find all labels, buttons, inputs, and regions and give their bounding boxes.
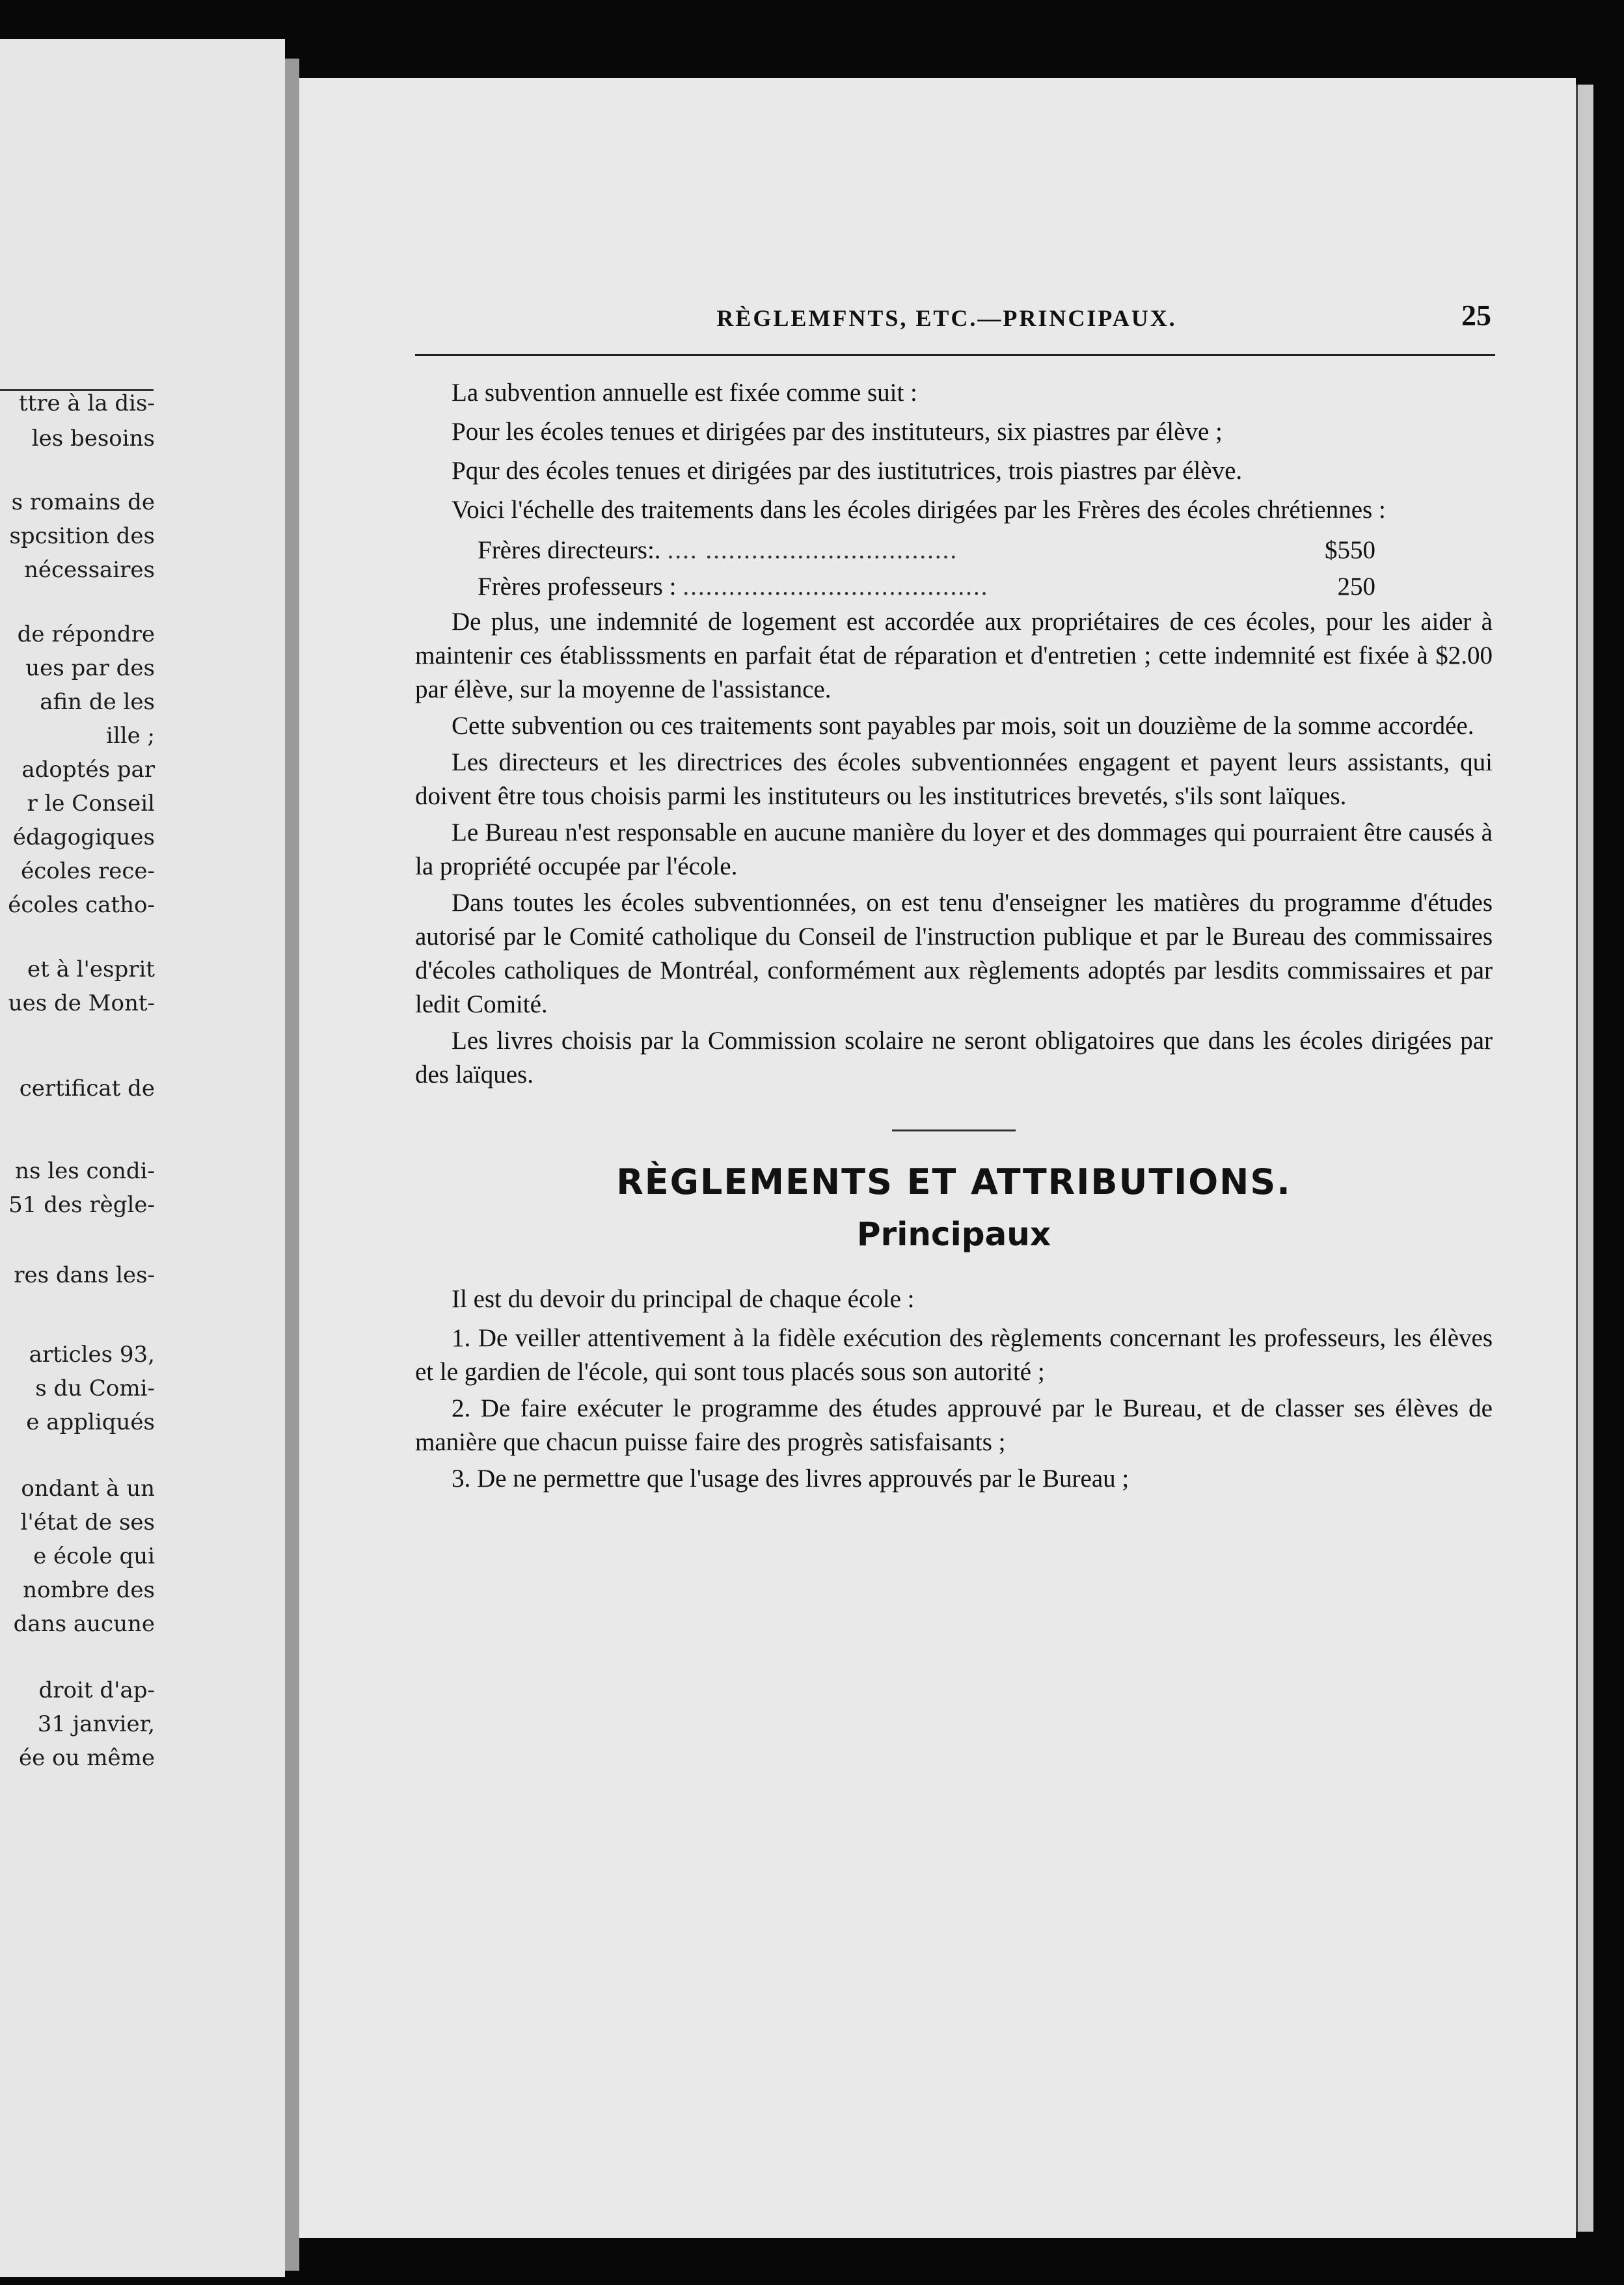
section-separator bbox=[892, 1129, 1016, 1131]
left-page-line: édagogiques bbox=[12, 824, 155, 850]
paragraph: Le Bureau n'est responsable en aucune manière du loyer et des dommages qui pourraient être causés à la propriété occupée par l'école. bbox=[415, 818, 1493, 880]
left-page-line: ée ou même bbox=[19, 1745, 155, 1771]
section-title: RÈGLEMENTS ET ATTRIBUTIONS. bbox=[616, 1161, 1292, 1202]
left-page-line: ille ; bbox=[105, 723, 155, 749]
page-edge bbox=[1576, 85, 1593, 2232]
section-subtitle: Principaux bbox=[856, 1215, 1051, 1253]
left-page-line: 31 janvier, bbox=[37, 1711, 155, 1737]
left-page-line: adoptés par bbox=[21, 757, 155, 783]
left-page-line: l'état de ses bbox=[20, 1509, 155, 1535]
paragraph: La subvention annuelle est fixée comme suit : bbox=[452, 379, 917, 407]
paragraph: Il est du devoir du principal de chaque école : bbox=[452, 1285, 915, 1313]
left-page-line: e école qui bbox=[33, 1543, 155, 1569]
left-page-fragment bbox=[0, 39, 285, 2277]
left-page-line: res dans les- bbox=[14, 1262, 155, 1288]
left-page-line: certificat de bbox=[19, 1075, 155, 1102]
left-page-line: écoles catho- bbox=[8, 892, 155, 918]
salary-label: Frères professeurs : bbox=[478, 573, 677, 601]
paragraph: Cette subvention ou ces traitements sont payables par mois, soit un douzième de la somme accordée. bbox=[452, 712, 1474, 740]
page-number: 25 bbox=[1461, 299, 1491, 332]
left-page-line: ttre à la dis- bbox=[18, 390, 155, 416]
salary-row bbox=[478, 532, 1375, 569]
left-page-line: dans aucune bbox=[13, 1611, 155, 1637]
left-page-line: ues par des bbox=[25, 655, 155, 681]
running-title: RÈGLEMFNTS, ETC.—PRINCIPAUX. bbox=[716, 305, 1177, 331]
paragraph: Les livres choisis par la Commission scolaire ne seront obligatoires que dans les écoles dirigées par des laïques. bbox=[415, 1027, 1493, 1088]
left-page-line: articles 93, bbox=[29, 1342, 155, 1368]
paragraph: Pour les écoles tenues et dirigées par des instituteurs, six piastres par élève ; bbox=[452, 418, 1223, 446]
list-item: 1. De veiller attentivement à la fidèle exécution des règlements concernant les professeurs, les élèves et le gardien de l'école, qui sont tous placés sous son autorité ; bbox=[415, 1324, 1493, 1386]
salary-amount: $550 bbox=[1325, 536, 1375, 564]
left-page-line: de répondre bbox=[17, 621, 155, 647]
list-item: 3. De ne permettre que l'usage des livres approuvés par le Bureau ; bbox=[452, 1465, 1130, 1493]
left-page-line: s romains de bbox=[11, 489, 155, 515]
left-page-line: ondant à un bbox=[21, 1476, 155, 1502]
left-page-line: afin de les bbox=[40, 689, 155, 715]
book-gutter bbox=[285, 59, 299, 2271]
right-page bbox=[299, 78, 1576, 2238]
paragraph: Voici l'échelle des traitements dans les écoles dirigées par les Frères des écoles chrétiennes : bbox=[452, 496, 1386, 524]
page-content bbox=[415, 376, 1493, 1498]
left-page-line: r le Conseil bbox=[27, 791, 155, 817]
left-page-line: s du Comi- bbox=[35, 1375, 155, 1401]
left-page-line: nécessaires bbox=[23, 557, 155, 583]
salary-amount: 250 bbox=[1337, 573, 1375, 601]
left-page-line: e appliqués bbox=[26, 1409, 155, 1435]
paragraph: Les directeurs et les directrices des écoles subventionnées engagent et payent leurs assistants, qui doivent être tous choisis parmi les instituteurs ou les institutrices brevetés, s'ils sont laïques. bbox=[415, 748, 1493, 810]
left-page-line: 51 des règle- bbox=[8, 1192, 155, 1218]
paragraph: Pqur des écoles tenues et dirigées par des iustitutrices, trois piastres par élève. bbox=[452, 457, 1243, 485]
left-page-line: ns les condi- bbox=[15, 1158, 155, 1184]
left-page-line: nombre des bbox=[23, 1577, 155, 1603]
left-page-line: et à l'esprit bbox=[27, 956, 155, 982]
salary-row bbox=[478, 569, 1375, 605]
leader-dots: ........................................ bbox=[683, 573, 989, 601]
header-rule bbox=[415, 354, 1495, 356]
paragraph: De plus, une indemnité de logement est accordée aux propriétaires de ces écoles, pour les aider à maintenir ces établisssments en parfait état de réparation et d'entretien ; cette indemnité est fixée à $2.00 par élève, sur la moyenne de l'assistance. bbox=[415, 608, 1493, 703]
salary-label: Frères directeurs:. bbox=[478, 536, 661, 564]
left-page-line: écoles rece- bbox=[21, 858, 155, 884]
left-page-line: ues de Mont- bbox=[8, 990, 155, 1016]
paragraph: Dans toutes les écoles subventionnées, on est tenu d'enseigner les matières du programme d'études autorisé par le Comité catholique du Conseil de l'instruction publique et par le Bureau des commissaires d'écoles catholiques de Montréal, conformément aux règlements adoptés par lesdits commissaires et par ledit Comité. bbox=[415, 889, 1493, 1018]
left-page-line: spcsition des bbox=[9, 523, 155, 549]
left-page-line: droit d'ap- bbox=[38, 1677, 155, 1703]
left-page-line: les besoins bbox=[31, 426, 155, 452]
list-item: 2. De faire exécuter le programme des études approuvé par le Bureau, et de classer ses élèves de manière que chacun puisse faire des progrès satisfaisants ; bbox=[415, 1394, 1493, 1456]
leader-dots: .... ................................. bbox=[667, 536, 958, 564]
